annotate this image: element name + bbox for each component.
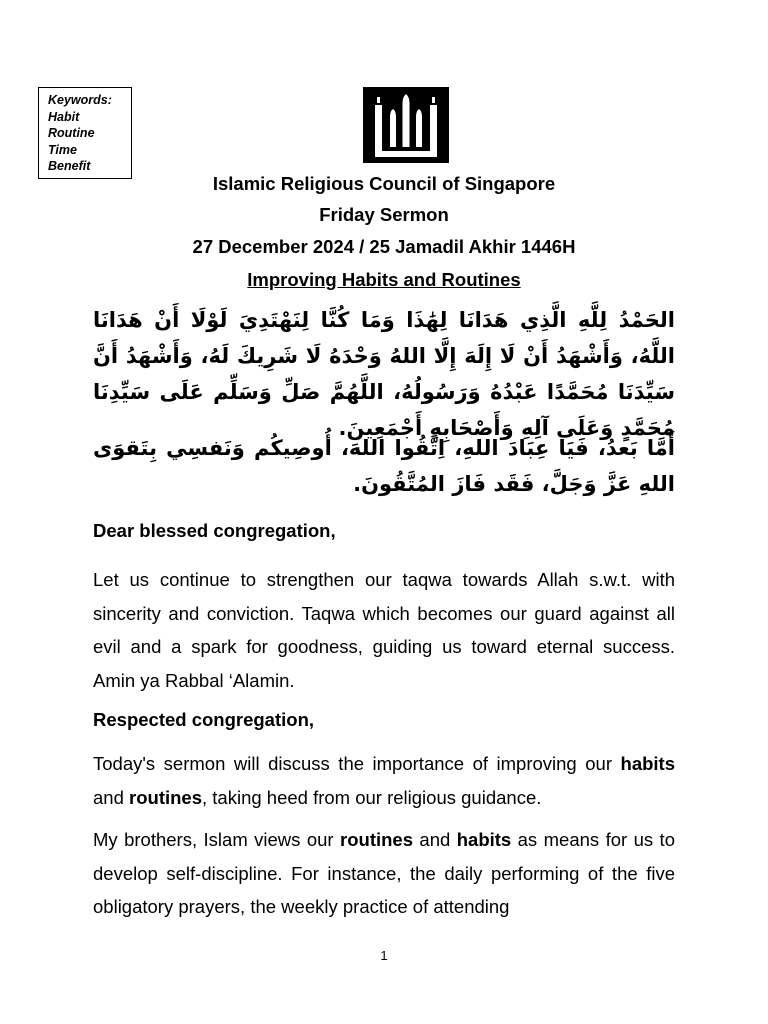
text-run: Today's sermon will discuss the importance of improving our	[93, 753, 621, 774]
paragraph-self-discipline	[93, 823, 675, 924]
muis-logo	[363, 87, 449, 163]
bold-term-habits: habits	[620, 753, 675, 774]
text-run: My brothers, Islam views our	[93, 829, 341, 850]
text-run: and	[93, 786, 130, 808]
text-run: as means for us to develop self-discipline. For instance, the daily performing of the five obligatory prayers, the weekly practice of attending	[93, 829, 675, 917]
document-type: Friday Sermon	[319, 204, 449, 225]
greeting-respected-congregation: Respected congregation,	[93, 709, 315, 730]
paragraph-taqwa: Let us continue to strengthen our taqwa towards Allah s.w.t. with sincerity and conviction. Taqwa which becomes our guard against all evil and a spark for goodness, guiding us toward eternal success. Amin ya Rabbal ‘Alamin.	[93, 569, 675, 691]
text-run: and	[413, 829, 457, 850]
keywords-box	[38, 87, 132, 179]
arabic-opening-praise: الحَمْدُ لِلَّهِ الَّذِي هَدَانَا لِهَٰذَا وَمَا كُنَّا لِنَهْتَدِيَ لَوْلَا أَنْ هَدَانَا اللَّهُ، وَأَشْهَدُ أَنْ لَا إِلَهَ إِلَّا اللهُ وَحْدَهُ لَا شَرِيكَ لَهُ، وَأَشْهَدُ أَنَّ سَيِّدَنَا مُحَمَّدًا عَبْدُهُ وَرَسُولُهُ، اللَّهُمَّ صَلِّ وَسَلِّم عَلَى سَيِّدِنَا مُحَمَّدٍ وَعَلَى آلِهِ وَأَصْحَابِهِ أَجْمَعِينَ.	[93, 308, 675, 440]
paragraph-sermon-topic	[93, 747, 675, 814]
arabic-exhortation: أَمَّا بَعدُ، فَيَا عِبَادَ اللهِ، اِتَّقُوا اللهَ، أُوصِيكُم وَنَفسِي بِتَقوَى اللهِ عَزَّ وَجَلَّ، فَقَد فَازَ المُتَّقُونَ.	[93, 436, 675, 496]
bold-term-habits: habits	[456, 829, 512, 850]
page-number: 1	[380, 948, 388, 963]
sermon-title-text: Improving Habits and Routines	[247, 269, 521, 290]
keyword-item: Time	[48, 142, 77, 157]
bold-term-routines: routines	[129, 786, 202, 808]
greeting-dear-congregation: Dear blessed congregation,	[93, 520, 336, 541]
sermon-date: 27 December 2024 / 25 Jamadil Akhir 1446H	[192, 236, 576, 257]
keywords-heading: Keywords:	[48, 93, 112, 107]
mosque-minarets-icon	[363, 87, 449, 163]
bold-term-routines: routines	[340, 829, 413, 850]
keyword-item: Routine	[48, 126, 95, 140]
keyword-item: Habit	[48, 109, 80, 124]
sermon-title	[0, 269, 768, 291]
text-run: , taking heed from our religious guidance.	[202, 786, 542, 808]
organization-name: Islamic Religious Council of Singapore	[212, 173, 556, 194]
keyword-item: Benefit	[48, 159, 91, 173]
